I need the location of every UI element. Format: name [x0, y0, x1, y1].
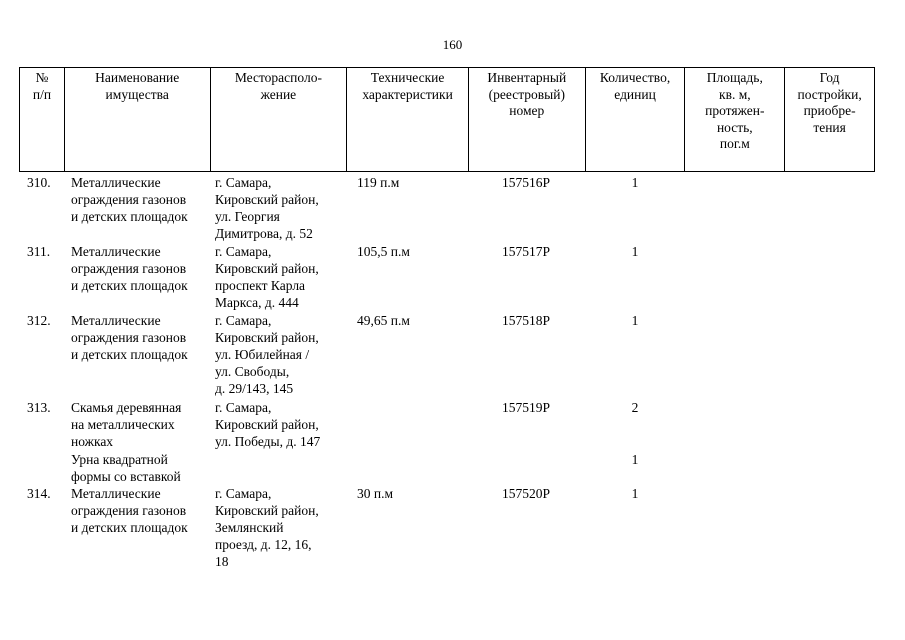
row-tech: 30 п.м: [357, 486, 394, 501]
header-number: № п/п: [20, 68, 65, 171]
row-location: г. Самара, Кировский район, ул. Юбилейная / ул. Свободы, д. 29/143, 145: [215, 313, 319, 396]
table-header: [19, 67, 875, 172]
row-location: г. Самара, Кировский район, проспект Карла Маркса, д. 444: [215, 244, 319, 310]
row-location: г. Самара, Кировский район, ул. Победы, д. 147: [215, 400, 321, 449]
row-inventory: 157520Р: [501, 486, 550, 501]
row-tech: 49,65 п.м: [357, 313, 410, 328]
row-quantity: 1: [631, 175, 639, 190]
row-inventory: 157517Р: [501, 244, 550, 259]
row-location: г. Самара, Кировский район, Землянский проезд, д. 12, 16, 18: [215, 486, 319, 569]
header-tech: Технические характеристики: [347, 68, 469, 171]
row-name: Металлические ограждения газонов и детских площадок: [71, 313, 188, 362]
row-inventory: 157519Р: [501, 400, 550, 415]
header-year: Год постройки, приобре- тения: [797, 70, 862, 135]
row-number: 311.: [27, 244, 51, 259]
row-name: Урна квадратной формы со вставкой: [71, 452, 181, 484]
row-quantity: 1: [631, 313, 639, 328]
row-name: Скамья деревянная на металлических ножках: [71, 400, 182, 449]
row-number: 310.: [27, 175, 51, 190]
header-area: Площадь, кв. м, протяжен- ность, пог.м: [685, 68, 785, 171]
row-name: Металлические ограждения газонов и детских площадок: [71, 175, 188, 224]
row-inventory: 157516Р: [501, 175, 550, 190]
header-location: Месторасполо- жение: [211, 68, 348, 171]
row-name: Металлические ограждения газонов и детских площадок: [71, 486, 188, 535]
row-quantity: 1: [631, 244, 639, 259]
page-number: 160: [442, 37, 463, 52]
header-quantity: Количество, единиц: [586, 68, 686, 171]
row-number: 314.: [27, 486, 51, 501]
row-tech: 119 п.м: [357, 175, 400, 190]
row-tech: 105,5 п.м: [357, 244, 410, 259]
header-inventory: Инвентарный (реестровый) номер: [469, 68, 586, 171]
row-quantity: 1: [631, 452, 639, 467]
row-quantity: 1: [631, 486, 639, 501]
header-name: Наименование имущества: [65, 68, 211, 171]
row-name: Металлические ограждения газонов и детских площадок: [71, 244, 188, 293]
row-inventory: 157518Р: [501, 313, 550, 328]
row-number: 313.: [27, 400, 51, 415]
row-location: г. Самара, Кировский район, ул. Георгия Димитрова, д. 52: [215, 175, 319, 241]
row-number: 312.: [27, 313, 51, 328]
row-quantity: 2: [631, 400, 639, 415]
